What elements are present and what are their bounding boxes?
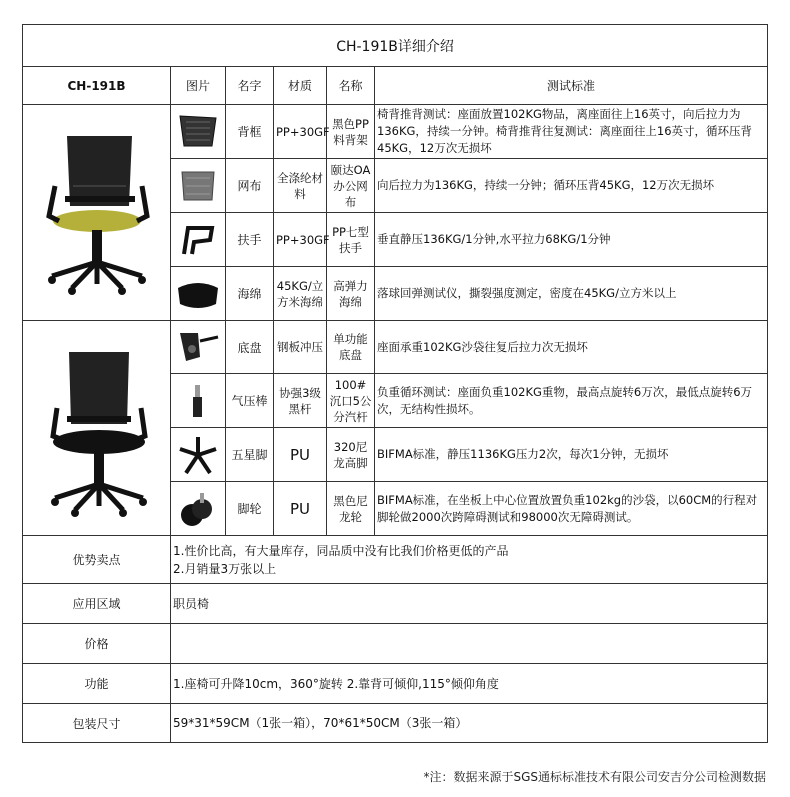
packing-value: 59*31*59CM（1张一箱），70*61*50CM（3张一箱） <box>171 704 768 743</box>
part-thumb <box>171 159 226 213</box>
part-material: 协强3级黑杆 <box>274 374 327 428</box>
advantages-label: 优势卖点 <box>23 536 171 584</box>
office-chair-yellow-icon <box>37 126 157 296</box>
part-thumb <box>171 482 226 536</box>
part-component: 颐达OA办公网布 <box>327 159 375 213</box>
five-star-base-icon <box>174 435 222 475</box>
part-material: 45KG/立方米海绵 <box>274 267 327 321</box>
chair-photo-black <box>23 321 171 536</box>
advantage-line: 1.性价比高，有大量库存，同品质中没有比我们价格更低的产品 <box>173 543 509 558</box>
part-thumb <box>171 374 226 428</box>
header-model: CH-191B <box>23 67 171 105</box>
part-standard: BIFMA标准，静压1136KG压力2次，每次1分钟，无损坏 <box>375 428 768 482</box>
part-thumb <box>171 267 226 321</box>
part-row <box>23 105 768 159</box>
price-value <box>171 624 768 664</box>
advantages-value <box>171 536 768 584</box>
part-material: PP+30GF <box>274 105 327 159</box>
part-thumb <box>171 213 226 267</box>
price-label: 价格 <box>23 624 171 664</box>
part-standard: BIFMA标准，在坐板上中心位置放置负重102kg的沙袋，以60CM的行程对脚轮做2000次跨障碍测试和98000次无障碍测试。 <box>375 482 768 536</box>
part-name: 五星脚 <box>226 428 274 482</box>
function-row <box>23 664 768 704</box>
part-standard: 向后拉力为136KG，持续一分钟；循环压背45KG，12万次无损坏 <box>375 159 768 213</box>
part-component: 黑色尼龙轮 <box>327 482 375 536</box>
gas-lift-icon <box>174 381 222 421</box>
part-name: 气压棒 <box>226 374 274 428</box>
part-name: 扶手 <box>226 213 274 267</box>
part-standard: 垂直静压136KG/1分钟,水平拉力68KG/1分钟 <box>375 213 768 267</box>
part-thumb <box>171 321 226 374</box>
chassis-mechanism-icon <box>174 327 222 367</box>
function-value: 1.座椅可升降10cm，360°旋转 2.靠背可倾仰,115°倾仰角度 <box>171 664 768 704</box>
part-component: 100#沉口5公分汽杆 <box>327 374 375 428</box>
mesh-fabric-icon <box>174 166 222 206</box>
part-name: 脚轮 <box>226 482 274 536</box>
header-name: 名字 <box>226 67 274 105</box>
part-row <box>23 321 768 374</box>
part-standard: 座面承重102KG沙袋往复后拉力次无损坏 <box>375 321 768 374</box>
armrest-icon <box>174 220 222 260</box>
part-component: 高弹力海绵 <box>327 267 375 321</box>
office-chair-black-icon <box>37 332 157 522</box>
header-row <box>23 67 768 105</box>
part-component: 黑色PP料背架 <box>327 105 375 159</box>
part-name: 网布 <box>226 159 274 213</box>
usage-value: 职员椅 <box>171 584 768 624</box>
part-name: 底盘 <box>226 321 274 374</box>
price-row <box>23 624 768 664</box>
caster-wheel-icon <box>174 489 222 529</box>
part-name: 海绵 <box>226 267 274 321</box>
advantage-line: 2.月销量3万张以上 <box>173 561 277 576</box>
usage-label: 应用区域 <box>23 584 171 624</box>
backrest-frame-icon <box>174 112 222 152</box>
spec-table <box>22 24 768 743</box>
header-standard: 测试标准 <box>375 67 768 105</box>
part-standard: 椅背推背测试：座面放置102KG物品，离座面往上16英寸，向后拉力为136KG，持续一分钟。椅背推背往复测试：离座面往上16英寸，循环压背45KG，12万次无损坏 <box>375 105 768 159</box>
part-thumb <box>171 428 226 482</box>
part-material: PU <box>274 428 327 482</box>
part-thumb <box>171 105 226 159</box>
part-standard: 落球回弹测试仪，撕裂强度测定，密度在45KG/立方米以上 <box>375 267 768 321</box>
header-material: 材质 <box>274 67 327 105</box>
part-material: 钢板冲压 <box>274 321 327 374</box>
part-name: 背框 <box>226 105 274 159</box>
part-component: 320尼龙高脚 <box>327 428 375 482</box>
function-label: 功能 <box>23 664 171 704</box>
packing-row <box>23 704 768 743</box>
part-material: PP+30GF <box>274 213 327 267</box>
part-component: 单功能底盘 <box>327 321 375 374</box>
header-picture: 图片 <box>171 67 226 105</box>
advantages-row <box>23 536 768 584</box>
header-component: 名称 <box>327 67 375 105</box>
source-note: *注：数据来源于SGS通标标准技术有限公司安吉分公司检测数据 <box>423 770 766 784</box>
part-component: PP七型扶手 <box>327 213 375 267</box>
packing-label: 包装尺寸 <box>23 704 171 743</box>
page-title: CH-191B详细介绍 <box>23 25 768 67</box>
usage-row <box>23 584 768 624</box>
chair-photo-yellow <box>23 105 171 321</box>
part-standard: 负重循环测试：座面负重102KG重物，最高点旋转6万次，最低点旋转6万次，无结构性损坏。 <box>375 374 768 428</box>
part-material: 全涤纶材料 <box>274 159 327 213</box>
part-material: PU <box>274 482 327 536</box>
sponge-cushion-icon <box>174 274 222 314</box>
